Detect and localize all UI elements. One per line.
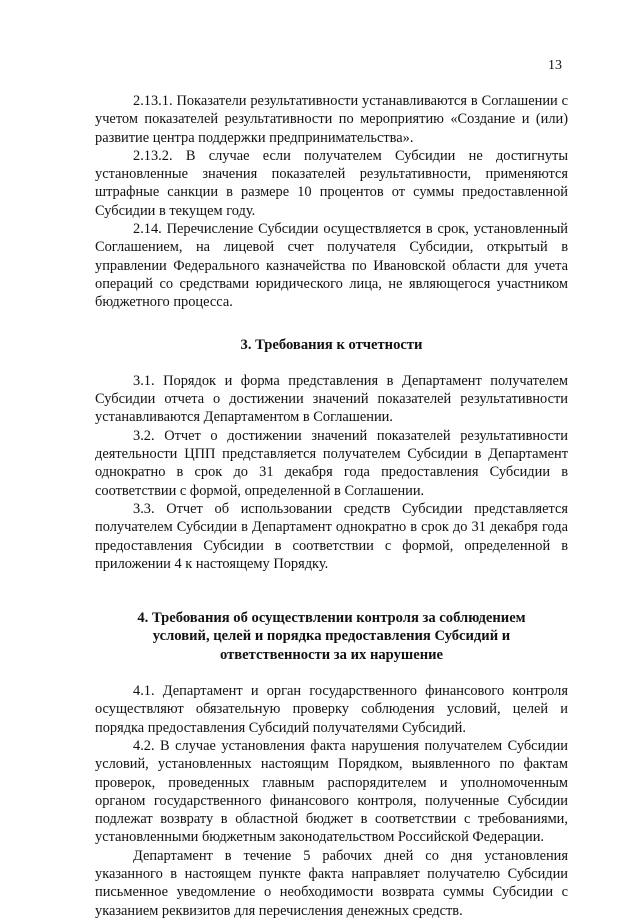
section-4-heading-line: условий, целей и порядка предоставления Субсидий и — [152, 628, 511, 645]
paragraph-3-1: 3.1. Порядок и форма представления в Департамент получателем Субсидии отчета о достижении значений показателей результативности устанавливаются Департаментом в Соглашении. — [95, 372, 568, 426]
section-3-heading: 3. Требования к отчетности — [240, 336, 423, 353]
section-4-heading-line: ответственности за их нарушение — [220, 646, 443, 663]
paragraph-4-2-notice: Департамент в течение 5 рабочих дней со дня установления указанного в настоящем пункте факта направляет получателю Субсидии письменное уведомление о необходимости возврата суммы Субсидии с указанием реквизитов для перечисления денежных средств. — [95, 847, 568, 919]
section-4-heading — [95, 609, 568, 664]
paragraph-4-1: 4.1. Департамент и орган государственного финансового контроля осуществляют обязательную проверку соблюдения условий, целей и порядка предоставления Субсидий получателями Субсидий. — [95, 683, 568, 736]
paragraph-3-2: 3.2. Отчет о достижении значений показателей результативности деятельности ЦПП представляется получателем Субсидии в Департамент однократно в срок до 31 декабря года предоставления Субсидии в соответствии с формой, определенной в Соглашении. — [95, 427, 568, 499]
paragraph-3-3: 3.3. Отчет об использовании средств Субсидии представляется получателем Субсидии в Департамент однократно в срок до 31 декабря года предоставления Субсидии в соответствии с формой, определенной в приложении 4 к настоящему Порядку. — [95, 500, 568, 572]
paragraph-2-13-1: 2.13.1. Показатели результативности устанавливаются в Соглашении с учетом показателей результативности по мероприятию «Создание и (или) развитие центра поддержки предпринимательства». — [95, 93, 568, 146]
paragraph-4-2: 4.2. В случае установления факта нарушения получателем Субсидии условий, установленных настоящим Порядком, выявленного по фактам проверок, проведенных главным распорядителем и уполномоченным органом государственного финансового контроля, полученные Субсидии подлежат возврату в областной бюджет в соответствии с требованиями, установленными бюджетным законодательством Российской Федерации. — [95, 737, 568, 846]
paragraph-2-14: 2.14. Перечисление Субсидии осуществляется в срок, установленный Соглашением, на лицевой счет получателя Субсидии, открытый в управлении Федерального казначейства по Ивановской области для учета операций со средствами юридического лица, не являющегося участником бюджетного процесса. — [95, 221, 568, 311]
section-4-heading-line: 4. Требования об осуществлении контроля за соблюдением — [137, 610, 526, 627]
page-number: 13 — [548, 58, 562, 73]
document-body — [95, 92, 568, 920]
paragraph-2-13-2: 2.13.2. В случае если получателем Субсидии не достигнуты установленные значения показателей результативности, применяются штрафные санкции в размере 10 процентов от суммы предоставленной Субсидии в текущем году. — [95, 147, 568, 219]
